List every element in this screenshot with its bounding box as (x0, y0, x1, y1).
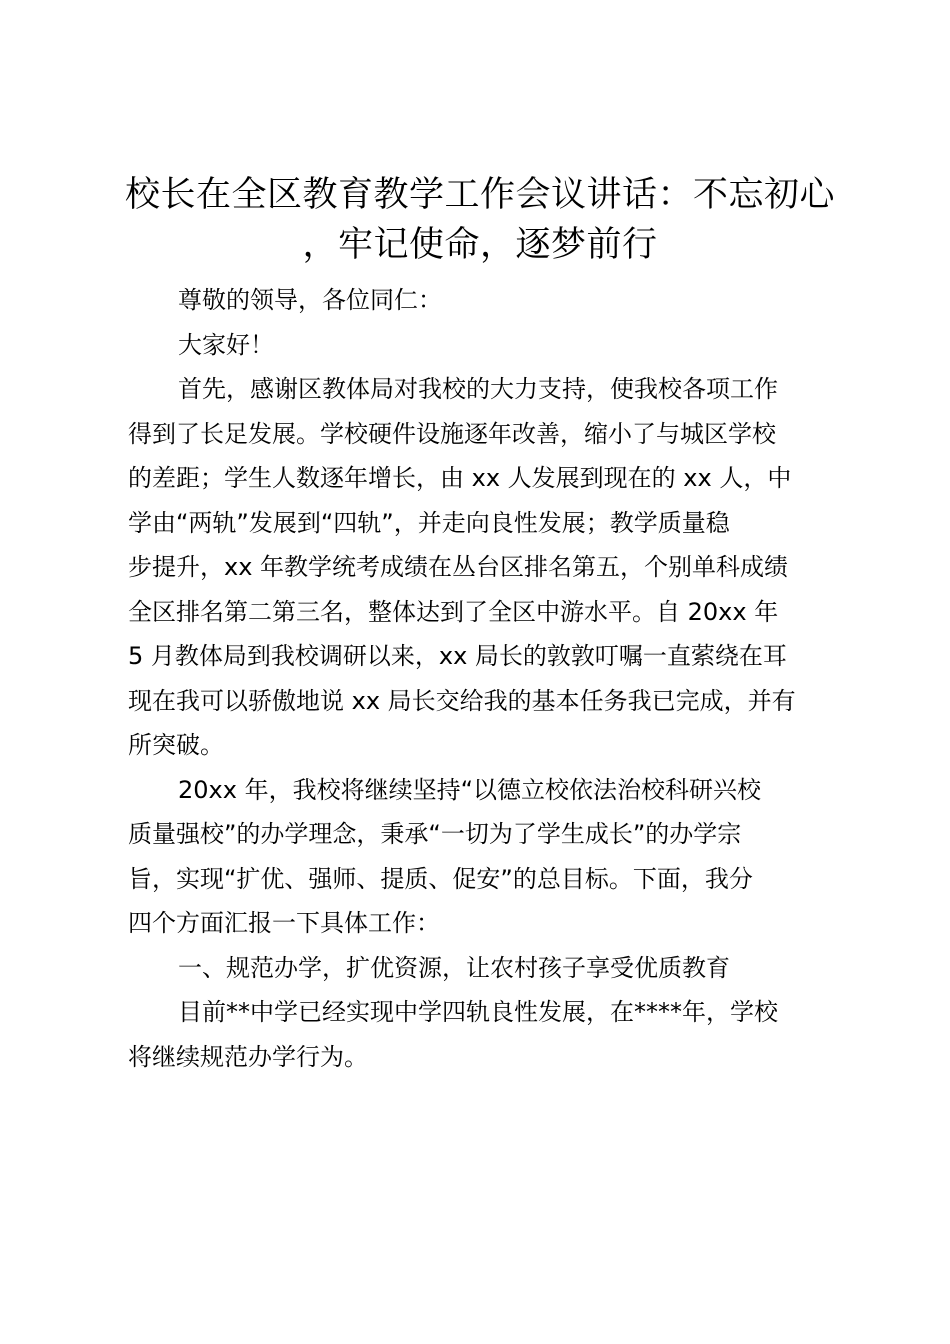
paragraph-line: 四个方面汇报一下具体工作： (128, 909, 440, 937)
paragraph-line: 旨，实现“扩优、强师、提质、促安”的总目标。下面，我分 (128, 864, 753, 893)
title-line-1: 校长在全区教育教学工作会议讲话：不忘初心 (125, 175, 836, 215)
paragraph-line: 全区排名第二第三名，整体达到了全区中游水平。自 20xx 年 (128, 597, 779, 626)
paragraph-line: 得到了长足发展。学校硬件设施逐年改善，缩小了与城区学校 (128, 419, 776, 448)
paragraph-thanks (128, 367, 838, 768)
paragraph-line: 20xx 年，我校将继续坚持“以德立校依法治校科研兴校 (178, 775, 762, 804)
paragraph-plan (128, 768, 838, 946)
paragraph-line: 将继续规范办学行为。 (128, 1042, 368, 1071)
paragraph-line: 5 月教体局到我校调研以来，xx 局长的敦敦叮嘱一直萦绕在耳 (128, 642, 787, 670)
paragraph-line: 质量强校”的办学理念，秉承“一切为了学生成长”的办学宗 (128, 820, 742, 848)
document-title (125, 170, 835, 270)
paragraph-line: 所突破。 (128, 731, 224, 759)
paragraph-line: 的差距；学生人数逐年增长，由 xx 人发展到现在的 xx 人，中 (128, 464, 792, 492)
title-line-2: ，牢记使命，逐梦前行 (302, 225, 658, 265)
document-body (128, 278, 838, 1079)
paragraph-line: 现在我可以骄傲地说 xx 局长交给我的基本任务我已完成，并有 (128, 686, 796, 715)
paragraph-line: 目前**中学已经实现中学四轨良性发展，在****年，学校 (178, 998, 778, 1026)
section-heading: 一、规范办学，扩优资源，让农村孩子享受优质教育 (178, 953, 730, 982)
salutation: 尊敬的领导，各位同仁： (178, 286, 442, 314)
paragraph-current (128, 990, 838, 1079)
greeting: 大家好！ (178, 330, 274, 359)
paragraph-line: 学由“两轨”发展到“四轨”，并走向良性发展；教学质量稳 (128, 508, 730, 537)
paragraph-line: 步提升，xx 年教学统考成绩在丛台区排名第五，个别单科成绩 (128, 553, 789, 581)
paragraph-line: 首先，感谢区教体局对我校的大力支持，使我校各项工作 (178, 375, 778, 403)
